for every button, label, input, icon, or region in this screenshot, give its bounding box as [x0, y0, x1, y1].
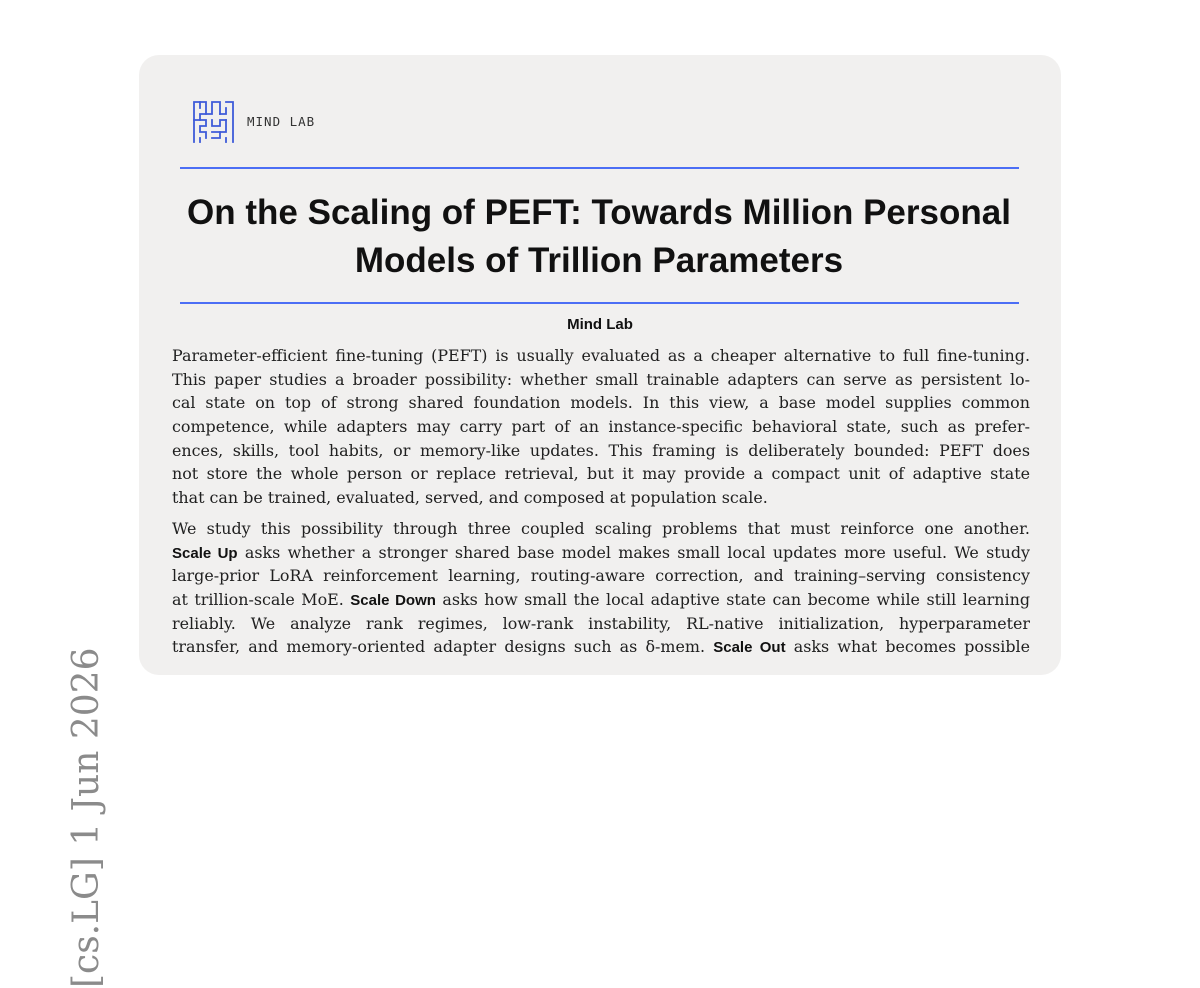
- arxiv-side-identifier: [23, 330, 83, 648]
- arxiv-side-identifier-text: [cs.LG] 1 Jun 2026: [69, 648, 105, 988]
- paper-author: Mind Lab: [139, 316, 1061, 333]
- title-rule-bottom: [180, 302, 1019, 304]
- abstract-line-text: at trillion-scale MoE.: [172, 590, 350, 609]
- paper-title: [159, 189, 1039, 285]
- abstract-line: [172, 541, 1030, 565]
- abstract-line: cal state on top of strong shared foundation models. In this view, a base model supplies common: [172, 391, 1030, 415]
- mind-lab-logo-icon: [192, 100, 235, 143]
- keyword-scale-down: Scale Down: [350, 592, 436, 609]
- abstract-line: ences, skills, tool habits, or memory-like updates. This framing is deliberately bounded: PEFT does: [172, 439, 1030, 463]
- abstract-line: We study this possibility through three coupled scaling problems that must reinforce one another.: [172, 517, 1030, 541]
- abstract-paragraph-1: [172, 344, 1030, 510]
- abstract-paragraph-2: [172, 517, 1030, 659]
- abstract-line-text: asks what becomes possible: [786, 637, 1030, 656]
- brand-name: MIND LAB: [247, 114, 315, 129]
- paper-title-line-2: Models of Trillion Parameters: [355, 241, 843, 280]
- paper-card: [139, 55, 1061, 675]
- abstract-line-text: asks how small the local adaptive state can become while still learning: [436, 590, 1030, 609]
- abstract-line: competence, while adapters may carry part of an instance-specific behavioral state, such as prefer-: [172, 415, 1030, 439]
- abstract-line-text: asks whether a stronger shared base model makes small local updates more useful. We study: [238, 543, 1030, 562]
- title-rule-top: [180, 167, 1019, 169]
- abstract-line: not store the whole person or replace retrieval, but it may provide a compact unit of adaptive state: [172, 462, 1030, 486]
- brand: [192, 99, 315, 143]
- abstract-line: This paper studies a broader possibility: whether small trainable adapters can serve as persistent lo-: [172, 368, 1030, 392]
- abstract: [172, 344, 1030, 666]
- abstract-line: Parameter-efficient fine-tuning (PEFT) is usually evaluated as a cheaper alternative to full fine-tuning.: [172, 344, 1030, 368]
- abstract-line-text: transfer, and memory-oriented adapter designs such as δ-mem.: [172, 637, 713, 656]
- keyword-scale-out: Scale Out: [713, 639, 785, 656]
- paper-title-line-1: On the Scaling of PEFT: Towards Million Personal: [187, 193, 1011, 232]
- abstract-line: that can be trained, evaluated, served, and composed at population scale.: [172, 486, 1030, 510]
- keyword-scale-up: Scale Up: [172, 545, 238, 562]
- abstract-line: [172, 588, 1030, 612]
- abstract-line: [172, 635, 1030, 659]
- abstract-line: reliably. We analyze rank regimes, low-rank instability, RL-native initialization, hyperparameter: [172, 612, 1030, 636]
- abstract-line: large-prior LoRA reinforcement learning, routing-aware correction, and training–serving consistency: [172, 564, 1030, 588]
